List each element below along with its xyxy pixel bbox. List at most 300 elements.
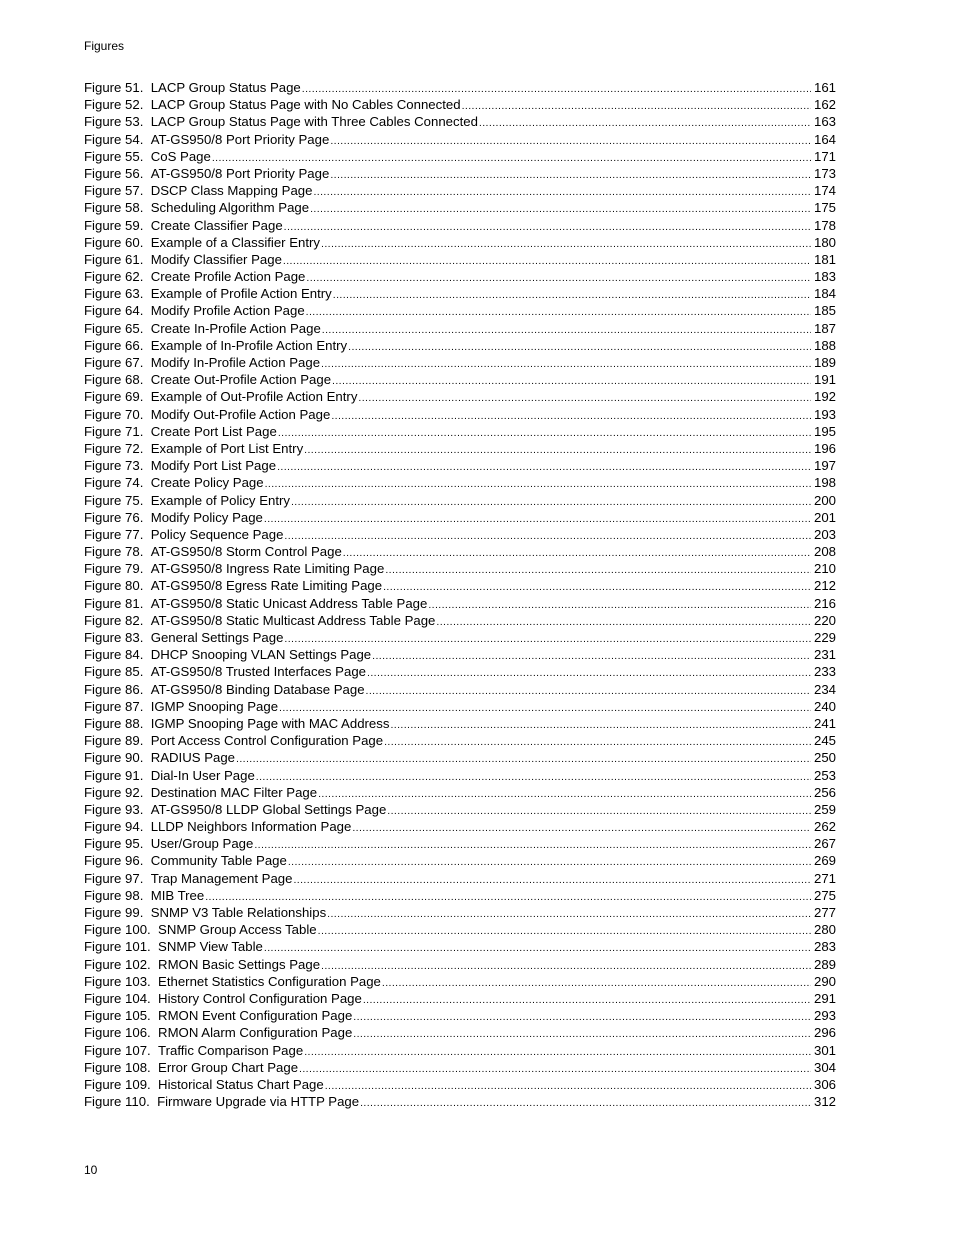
figure-title: Example of Port List Entry (150, 440, 304, 456)
dot-leader (381, 975, 811, 990)
dot-leader (292, 872, 811, 887)
figure-label: Figure 67. (84, 355, 144, 370)
figure-page-number: 241 (813, 715, 836, 731)
figure-label: Figure 93. (84, 801, 144, 817)
toc-entry[interactable] (84, 285, 836, 302)
dot-leader (478, 115, 811, 130)
figure-page-number: 162 (813, 97, 836, 113)
figure-page-number: 210 (813, 561, 836, 577)
dot-leader (324, 1078, 811, 1093)
toc-entry[interactable] (84, 612, 836, 629)
figure-label: Figure 54. (84, 131, 144, 147)
figure-page-number: 233 (813, 664, 836, 680)
figure-label: Figure 60. (84, 234, 144, 250)
figure-label: Figure 89. (84, 733, 144, 749)
toc-entry[interactable] (84, 148, 836, 165)
figure-title: LACP Group Status Page (150, 80, 301, 95)
figure-page-number: 267 (813, 836, 836, 852)
toc-entry[interactable] (84, 956, 836, 973)
figure-title: SNMP View Table (158, 939, 263, 955)
toc-entry[interactable] (84, 818, 836, 835)
figure-label: Figure 80. (84, 578, 144, 594)
figure-page-number: 275 (813, 887, 836, 903)
dot-leader (303, 442, 811, 457)
figure-title: IGMP Snooping Page with MAC Address (150, 715, 390, 731)
label-spacer (143, 285, 150, 302)
figure-title: Create Classifier Page (150, 217, 283, 233)
figure-page-number: 262 (813, 819, 836, 835)
figure-page-number: 269 (813, 853, 836, 869)
label-spacer (143, 251, 150, 268)
dot-leader (331, 373, 811, 388)
label-spacer (143, 113, 150, 130)
toc-entry[interactable] (84, 251, 836, 268)
figure-page-number: 189 (813, 355, 836, 370)
toc-entry[interactable] (84, 732, 836, 749)
dot-leader (320, 356, 811, 371)
figure-title: Firmware Upgrade via HTTP Page (157, 1094, 360, 1110)
dot-leader (290, 494, 811, 509)
toc-entry[interactable] (84, 165, 836, 182)
figure-page-number: 196 (813, 440, 836, 456)
label-spacer (151, 1059, 158, 1076)
figure-label: Figure 86. (84, 681, 144, 697)
label-spacer (143, 663, 150, 680)
figure-page-number: 181 (813, 251, 836, 267)
toc-entry[interactable] (84, 749, 836, 766)
figure-page-number: 306 (813, 1076, 836, 1092)
label-spacer (151, 921, 158, 938)
figure-label: Figure 100. (84, 922, 151, 938)
dot-leader (303, 1044, 811, 1059)
dot-leader (282, 253, 811, 268)
toc-entry[interactable] (84, 457, 836, 474)
toc-entry[interactable] (84, 887, 836, 904)
toc-entry[interactable] (84, 835, 836, 852)
figure-label: Figure 108. (84, 1059, 151, 1075)
figure-label: Figure 55. (84, 148, 144, 164)
label-spacer (143, 440, 150, 457)
label-spacer (151, 1007, 158, 1024)
dot-leader (461, 98, 811, 113)
dot-leader (278, 700, 811, 715)
label-spacer (151, 1076, 158, 1093)
label-spacer (143, 474, 150, 491)
figure-title: Trap Management Page (150, 870, 293, 886)
toc-entry[interactable] (84, 1007, 836, 1024)
figure-label: Figure 53. (84, 114, 144, 130)
figure-label: Figure 92. (84, 784, 144, 800)
label-spacer (143, 423, 150, 440)
figure-label: Figure 107. (84, 1042, 151, 1058)
toc-entry[interactable] (84, 870, 836, 887)
label-spacer (143, 79, 150, 96)
figure-label: Figure 94. (84, 819, 144, 835)
figure-title: Community Table Page (150, 853, 287, 869)
toc-entry[interactable] (84, 663, 836, 680)
dot-leader (309, 201, 811, 216)
figure-title: Example of a Classifier Entry (150, 234, 321, 250)
figure-title: Create Policy Page (150, 475, 264, 491)
figure-label: Figure 104. (84, 990, 151, 1006)
figure-title: MIB Tree (150, 887, 205, 903)
dot-leader (317, 923, 811, 938)
figure-title: RMON Basic Settings Page (158, 956, 321, 972)
label-spacer (143, 732, 150, 749)
figure-label: Figure 65. (84, 320, 144, 336)
dot-leader (298, 1061, 811, 1076)
dot-leader (386, 803, 811, 818)
figure-page-number: 183 (813, 269, 836, 285)
figure-title: DSCP Class Mapping Page (150, 183, 313, 199)
label-spacer (143, 715, 150, 732)
figure-title: AT-GS950/8 LLDP Global Settings Page (150, 801, 387, 817)
figure-title: Modify Profile Action Page (150, 303, 305, 319)
figure-page-number: 188 (813, 337, 836, 353)
label-spacer (143, 354, 150, 371)
label-spacer (143, 801, 150, 818)
running-head: Figures (84, 39, 125, 53)
figure-label: Figure 96. (84, 853, 144, 869)
figure-title: Example of In-Profile Action Entry (150, 337, 348, 353)
toc-entry[interactable] (84, 113, 836, 130)
toc-entry[interactable] (84, 543, 836, 560)
label-spacer (143, 492, 150, 509)
figure-page-number: 212 (813, 578, 836, 594)
figure-title: Dial-In User Page (150, 767, 255, 783)
dot-leader (384, 562, 811, 577)
figure-label: Figure 75. (84, 492, 144, 508)
toc-entry[interactable] (84, 199, 836, 216)
toc-entry[interactable] (84, 423, 836, 440)
toc-entry[interactable] (84, 268, 836, 285)
figure-page-number: 234 (813, 681, 836, 697)
figure-title: Example of Profile Action Entry (150, 286, 332, 302)
figure-title: AT-GS950/8 Egress Rate Limiting Page (150, 578, 383, 594)
figure-title: CoS Page (150, 148, 211, 164)
label-spacer (151, 1042, 158, 1059)
toc-entry[interactable] (84, 509, 836, 526)
toc-entry[interactable] (84, 440, 836, 457)
label-spacer (151, 956, 158, 973)
dot-leader (283, 528, 811, 543)
figure-page-number: 163 (813, 114, 836, 130)
label-spacer (143, 543, 150, 560)
figure-label: Figure 52. (84, 97, 144, 113)
dot-leader (351, 820, 811, 835)
figure-title: AT-GS950/8 Port Priority Page (150, 131, 330, 147)
figure-page-number: 184 (813, 286, 836, 302)
dot-leader (329, 167, 811, 182)
figure-title: Traffic Comparison Page (158, 1042, 304, 1058)
dot-leader (283, 631, 811, 646)
figure-page-number: 301 (813, 1042, 836, 1058)
toc-entry[interactable] (84, 1093, 836, 1110)
figure-label: Figure 97. (84, 870, 144, 886)
label-spacer (143, 767, 150, 784)
dot-leader (301, 81, 811, 96)
figure-title: Modify Port List Page (150, 458, 277, 474)
figure-page-number: 171 (813, 148, 836, 164)
dot-leader (371, 648, 811, 663)
label-spacer (143, 560, 150, 577)
dot-leader (332, 287, 811, 302)
toc-entry[interactable] (84, 96, 836, 113)
figure-label: Figure 61. (84, 251, 144, 267)
figure-label: Figure 70. (84, 406, 144, 422)
figure-label: Figure 56. (84, 165, 144, 181)
figure-label: Figure 62. (84, 269, 144, 285)
dot-leader (320, 958, 811, 973)
figure-title: Create Port List Page (150, 423, 277, 439)
figure-label: Figure 71. (84, 423, 144, 439)
figure-title: AT-GS950/8 Trusted Interfaces Page (150, 664, 366, 680)
figure-title: DHCP Snooping VLAN Settings Page (150, 647, 372, 663)
dot-leader (283, 219, 811, 234)
toc-entry[interactable] (84, 681, 836, 698)
figure-label: Figure 78. (84, 544, 144, 560)
label-spacer (143, 818, 150, 835)
figure-label: Figure 72. (84, 440, 144, 456)
figure-label: Figure 106. (84, 1025, 151, 1041)
toc-entry[interactable] (84, 767, 836, 784)
label-spacer (143, 612, 150, 629)
figure-title: SNMP V3 Table Relationships (150, 905, 327, 920)
figure-page-number: 293 (813, 1008, 836, 1024)
label-spacer (143, 131, 150, 148)
figure-title: AT-GS950/8 Binding Database Page (150, 681, 365, 697)
figure-title: SNMP Group Access Table (158, 922, 317, 938)
dot-leader (389, 717, 811, 732)
figure-page-number: 304 (813, 1059, 836, 1075)
figure-page-number: 277 (813, 905, 836, 920)
figure-page-number: 208 (813, 544, 836, 560)
toc-entry[interactable] (84, 217, 836, 234)
figure-title: LACP Group Status Page with No Cables Connected (150, 97, 461, 113)
figure-page-number: 290 (813, 973, 836, 989)
toc-entry[interactable] (84, 371, 836, 388)
figure-page-number: 271 (813, 870, 836, 886)
figure-label: Figure 63. (84, 286, 144, 302)
toc-entry[interactable] (84, 801, 836, 818)
toc-entry[interactable] (84, 1024, 836, 1041)
toc-entry[interactable] (84, 337, 836, 354)
figure-label: Figure 73. (84, 458, 144, 474)
dot-leader (357, 390, 811, 405)
dot-leader (362, 992, 811, 1007)
toc-entry[interactable] (84, 492, 836, 509)
dot-leader (383, 734, 811, 749)
figure-title: Create Out-Profile Action Page (150, 372, 332, 388)
figure-title: AT-GS950/8 Static Unicast Address Table Page (150, 595, 428, 611)
toc-entry[interactable] (84, 560, 836, 577)
toc-entry[interactable] (84, 182, 836, 199)
figure-title: Policy Sequence Page (150, 526, 284, 542)
dot-leader (277, 425, 811, 440)
figure-title: Historical Status Chart Page (158, 1076, 324, 1092)
toc-entry[interactable] (84, 1059, 836, 1076)
figure-page-number: 231 (813, 647, 836, 663)
figure-page-number: 174 (813, 183, 836, 199)
figure-label: Figure 81. (84, 595, 144, 611)
toc-entry[interactable] (84, 406, 836, 423)
figure-label: Figure 51. (84, 80, 144, 95)
figure-label: Figure 64. (84, 303, 144, 319)
label-spacer (143, 320, 150, 337)
figure-label: Figure 102. (84, 956, 151, 972)
figure-page-number: 187 (813, 320, 836, 336)
dot-leader (352, 1026, 811, 1041)
dot-leader (347, 339, 811, 354)
dot-leader (365, 683, 811, 698)
figure-label: Figure 109. (84, 1076, 151, 1092)
label-spacer (143, 870, 150, 887)
dot-leader (263, 940, 811, 955)
toc-entry[interactable] (84, 577, 836, 594)
figure-page-number: 198 (813, 475, 836, 491)
figure-title: Modify Policy Page (150, 509, 263, 525)
figure-label: Figure 88. (84, 715, 144, 731)
label-spacer (143, 595, 150, 612)
figure-page-number: 197 (813, 458, 836, 474)
figure-page-number: 240 (813, 698, 836, 714)
figure-page-number: 312 (813, 1094, 836, 1110)
figure-title: Ethernet Statistics Configuration Page (158, 973, 381, 989)
figure-label: Figure 76. (84, 509, 144, 525)
label-spacer (143, 199, 150, 216)
figure-label: Figure 77. (84, 526, 144, 542)
dot-leader (382, 579, 811, 594)
figure-label: Figure 87. (84, 698, 144, 714)
label-spacer (143, 148, 150, 165)
toc-entry[interactable] (84, 904, 836, 921)
dot-leader (366, 665, 811, 680)
figure-label: Figure 74. (84, 475, 144, 491)
figure-label: Figure 79. (84, 561, 144, 577)
figure-page-number: 173 (813, 165, 836, 181)
toc-entry[interactable] (84, 354, 836, 371)
toc-entry[interactable] (84, 595, 836, 612)
toc-entry[interactable] (84, 1042, 836, 1059)
toc-entry[interactable] (84, 302, 836, 319)
figure-label: Figure 69. (84, 389, 144, 405)
label-spacer (151, 1024, 158, 1041)
toc-entry[interactable] (84, 852, 836, 869)
label-spacer (150, 1093, 157, 1110)
figure-label: Figure 98. (84, 887, 144, 903)
dot-leader (435, 614, 811, 629)
figure-title: LACP Group Status Page with Three Cables Connected (150, 114, 478, 130)
toc-entry[interactable] (84, 646, 836, 663)
toc-entry[interactable] (84, 698, 836, 715)
toc-entry[interactable] (84, 388, 836, 405)
figure-page-number: 180 (813, 234, 836, 250)
figure-title: Create In-Profile Action Page (150, 320, 321, 336)
label-spacer (143, 165, 150, 182)
figure-title: Create Profile Action Page (150, 269, 306, 285)
label-spacer (143, 457, 150, 474)
label-spacer (143, 388, 150, 405)
toc-entry[interactable] (84, 921, 836, 938)
dot-leader (312, 184, 811, 199)
label-spacer (143, 887, 150, 904)
list-of-figures (84, 79, 836, 1110)
figure-page-number: 195 (813, 423, 836, 439)
figure-title: Example of Policy Entry (150, 492, 290, 508)
toc-entry[interactable] (84, 938, 836, 955)
figure-title: Modify Out-Profile Action Page (150, 406, 331, 422)
figure-title: AT-GS950/8 Storm Control Page (150, 544, 342, 560)
toc-entry[interactable] (84, 526, 836, 543)
label-spacer (143, 646, 150, 663)
figure-label: Figure 101. (84, 939, 151, 955)
dot-leader (211, 150, 811, 165)
toc-entry[interactable] (84, 629, 836, 646)
toc-entry[interactable] (84, 1076, 836, 1093)
figure-page-number: 192 (813, 389, 836, 405)
dot-leader (276, 459, 811, 474)
label-spacer (143, 509, 150, 526)
page-number: 10 (84, 1163, 98, 1177)
toc-entry[interactable] (84, 990, 836, 1007)
figure-title: Modify Classifier Page (150, 251, 282, 267)
label-spacer (143, 698, 150, 715)
toc-entry[interactable] (84, 715, 836, 732)
figure-title: Example of Out-Profile Action Entry (150, 389, 358, 405)
figure-page-number: 185 (813, 303, 836, 319)
label-spacer (143, 302, 150, 319)
figure-page-number: 229 (813, 630, 836, 645)
figure-title: Error Group Chart Page (158, 1059, 299, 1075)
figure-label: Figure 91. (84, 767, 144, 783)
figure-page-number: 250 (813, 750, 836, 766)
label-spacer (143, 406, 150, 423)
figure-page-number: 203 (813, 526, 836, 542)
figure-title: AT-GS950/8 Port Priority Page (150, 165, 330, 181)
toc-entry[interactable] (84, 79, 836, 96)
figure-label: Figure 105. (84, 1008, 151, 1024)
figure-label: Figure 85. (84, 664, 144, 680)
toc-entry[interactable] (84, 234, 836, 251)
figure-page-number: 164 (813, 131, 836, 147)
figure-title: Destination MAC Filter Page (150, 784, 318, 800)
figure-page-number: 175 (813, 200, 836, 216)
dot-leader (305, 270, 811, 285)
figure-label: Figure 83. (84, 630, 144, 645)
dot-leader (329, 133, 811, 148)
dot-leader (317, 786, 811, 801)
figure-label: Figure 58. (84, 200, 144, 216)
figure-page-number: 291 (813, 990, 836, 1006)
figure-label: Figure 110. (84, 1094, 150, 1110)
toc-entry[interactable] (84, 320, 836, 337)
toc-entry[interactable] (84, 474, 836, 491)
toc-entry[interactable] (84, 784, 836, 801)
toc-entry[interactable] (84, 973, 836, 990)
dot-leader (305, 304, 811, 319)
label-spacer (143, 577, 150, 594)
figure-label: Figure 68. (84, 372, 144, 388)
figure-label: Figure 57. (84, 183, 144, 199)
figure-page-number: 289 (813, 956, 836, 972)
figure-title: History Control Configuration Page (158, 990, 362, 1006)
figure-page-number: 220 (813, 612, 836, 628)
dot-leader (330, 408, 811, 423)
dot-leader (264, 476, 811, 491)
figure-label: Figure 95. (84, 836, 144, 852)
toc-entry[interactable] (84, 131, 836, 148)
dot-leader (326, 906, 811, 921)
